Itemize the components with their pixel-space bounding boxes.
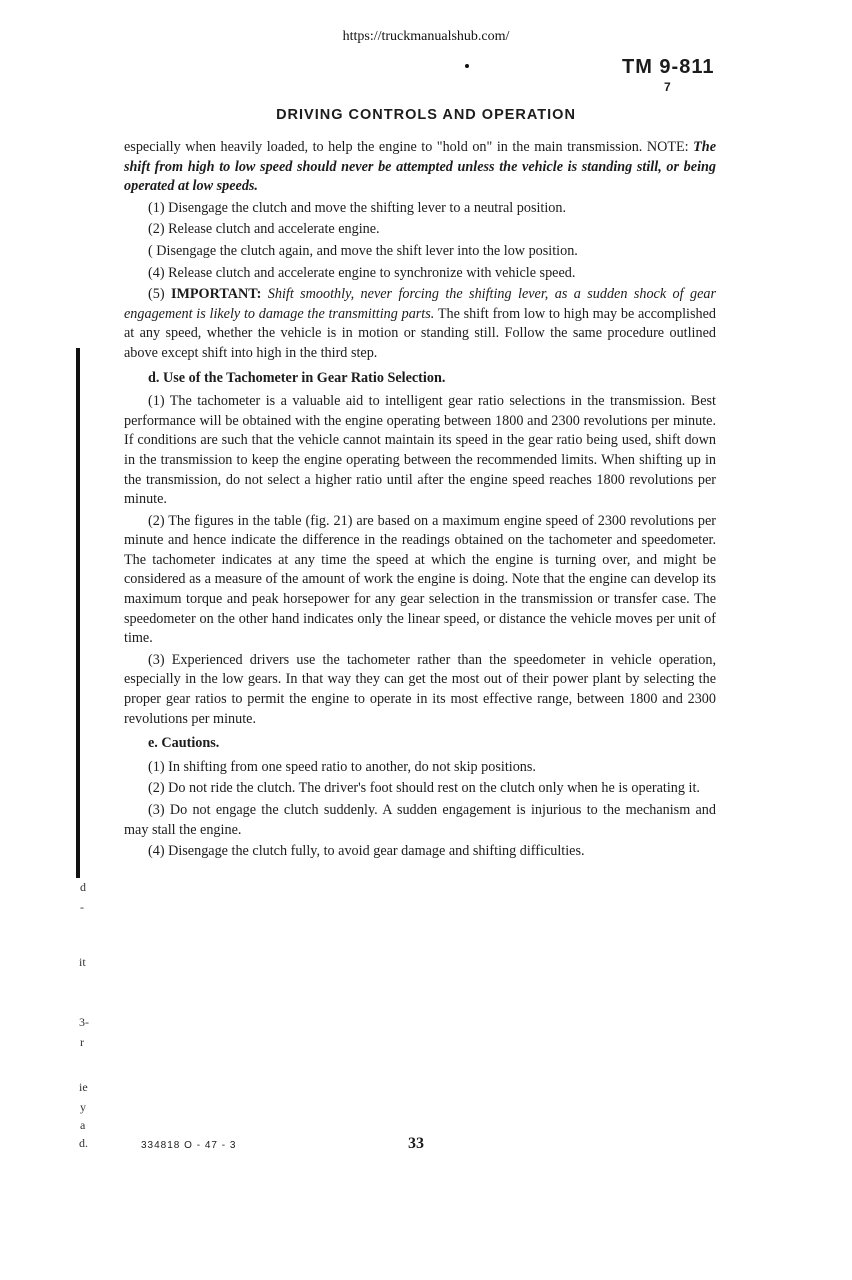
section-d-heading: d. Use of the Tachometer in Gear Ratio Selection. [148, 369, 446, 386]
caution-4: (4) Disengage the clutch fully, to avoid gear damage and shifting difficulties. [148, 843, 585, 860]
step-5-text: The shift from low to high may be accomplished at any speed, whether the vehicle is in motion or standing still. Follow the same procedure outlined above except shift into high in the third step. [124, 305, 716, 361]
margin-mark: it [79, 955, 86, 969]
source-url[interactable]: https://truckmanualshub.com/ [342, 29, 510, 44]
caution-3: (3) Do not engage the clutch suddenly. A sudden engagement is injurious to the mechanism and may stall the engine. [124, 802, 716, 838]
step-5 [124, 285, 716, 363]
change-bar [76, 348, 80, 878]
page-heading: DRIVING CONTROLS AND OPERATION [276, 107, 576, 123]
intro-text: especially when heavily loaded, to help the engine to "hold on" in the main transmission. NOTE: [124, 139, 694, 155]
margin-mark: 3- [79, 1015, 89, 1029]
step-5-number: (5) [148, 286, 171, 303]
step-5-important: IMPORTANT: [170, 286, 268, 303]
section-d-1: (1) The tachometer is a valuable aid to intelligent gear ratio selections in the transmission. Best performance will be obtained with the engine operating between 1800 and 2300 revolutions per minute. If conditions are such that the vehicle cannot maintain its speed in the gear ratio being used, shift down in the transmission to keep the engine operating between the recommended limits. When shifting up in the transmission, do not select a higher ratio until after the engine speed reaches 1800 revolutions per minute. [124, 393, 716, 508]
step-4: (4) Release clutch and accelerate engine to synchronize with vehicle speed. [148, 264, 576, 281]
margin-mark: y [80, 1100, 86, 1114]
print-code: 334818 O - 47 - 3 [141, 1140, 237, 1151]
margin-mark: a [80, 1118, 86, 1132]
print-speck [465, 64, 469, 68]
section-d-2: (2) The figures in the table (fig. 21) are based on a maximum engine speed of 2300 revolutions per minute and hence indicate the difference in the readings obtained on the tachometer and speedometer. The tachometer indicates at any time the speed at which the engine is turning over, and might be considered as a measure of the amount of work the engine is doing. Note that the engine can develop its maximum torque and peak horsepower for any gear selection in the transmission or transfer case. The speedometer on the other hand indicates only the linear speed, or distance the vehicle moves per unit of time. [124, 512, 716, 647]
paragraph-number: 7 [664, 80, 671, 94]
intro-note: The shift from high to low speed should never be attempted unless the vehicle is standing still, or being operated at low speeds. [124, 139, 716, 195]
margin-mark: d [80, 880, 86, 894]
margin-mark: ie [79, 1080, 88, 1094]
body-text [124, 138, 716, 864]
margin-mark: r [80, 1035, 84, 1049]
step-5-warning: Shift smoothly, never forcing the shifting lever, as a sudden shock of gear engagement is likely to damage the transmitting parts. [124, 286, 716, 322]
margin-mark: d. [79, 1136, 88, 1150]
manual-id: TM 9-811 [622, 56, 715, 78]
step-1: (1) Disengage the clutch and move the shifting lever to a neutral position. [148, 199, 567, 216]
section-d-3: (3) Experienced drivers use the tachometer rather than the speedometer in vehicle operation, especially in the low gears. In that way they can get the most out of their power plant by selecting the proper gear ratios to permit the engine to operate in its most effective range, between 1800 and 2300 revolutions per minute. [124, 651, 716, 727]
caution-2: (2) Do not ride the clutch. The driver's foot should rest on the clutch only when he is operating it. [148, 780, 700, 797]
margin-mark: - [80, 900, 84, 914]
step-3: ( Disengage the clutch again, and move the shift lever into the low position. [148, 242, 578, 259]
paragraph-intro [124, 138, 716, 197]
caution-1: (1) In shifting from one speed ratio to another, do not skip positions. [148, 758, 536, 775]
page-number: 33 [408, 1135, 424, 1152]
step-2: (2) Release clutch and accelerate engine. [148, 221, 380, 238]
section-e-heading: e. Cautions. [148, 735, 220, 752]
